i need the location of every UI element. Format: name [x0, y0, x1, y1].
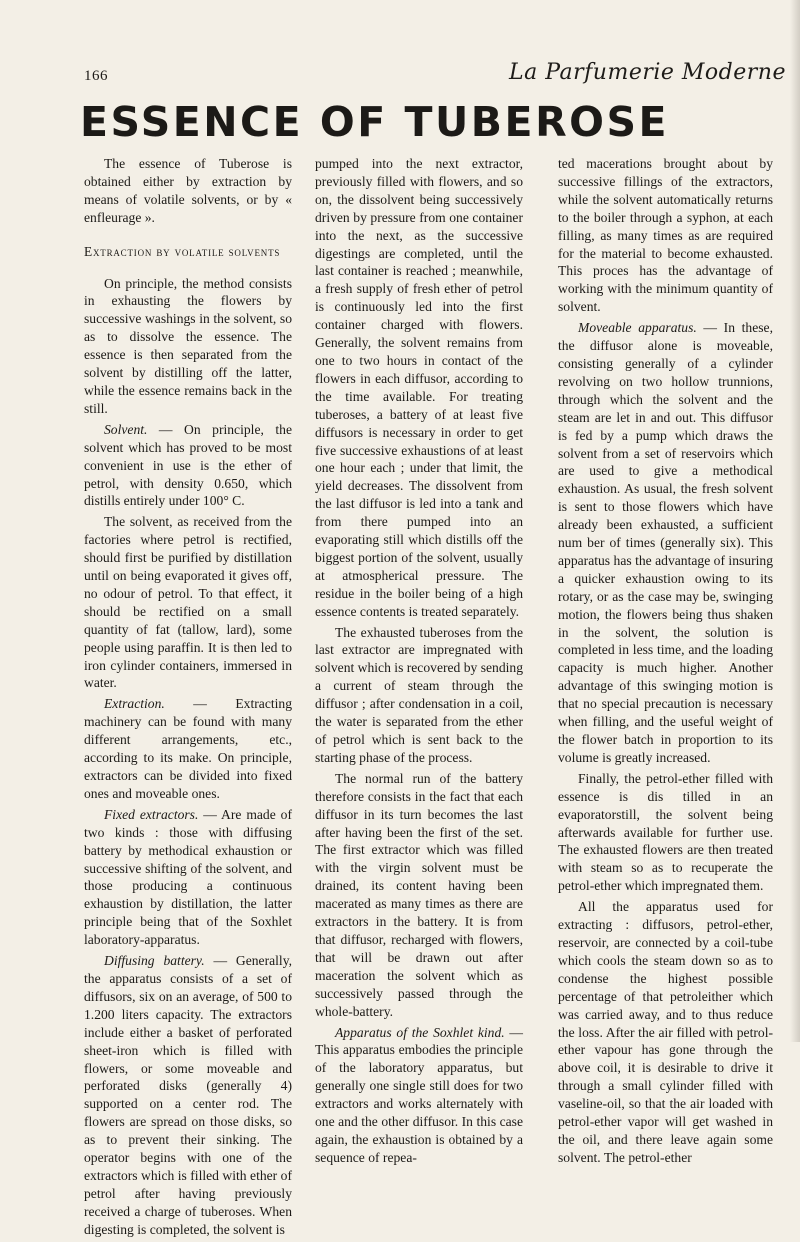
page-number: 166 [84, 68, 108, 84]
article-title: ESSENCE OF TUBEROSE [80, 98, 670, 146]
paragraph [84, 421, 292, 511]
running-head: La Parfumerie Moderne [508, 60, 786, 85]
paragraph-lead: Diffusing battery. [104, 953, 205, 969]
text-column-3 [558, 155, 773, 1170]
paragraph-body: — Are made of two kinds : those with diffusing battery by methodical exhaustion or successive shifting of the solvent, and those producing a continuous exhaustion by distillation, the latter principle being that of the Soxhlet laboratory-apparatus. [84, 806, 292, 948]
paragraph: The essence of Tuberose is obtained either by extraction by means of volatile solvents, or by « enfleurage ». [84, 156, 292, 225]
paragraph-lead: Apparatus of the Soxhlet kind. [335, 1024, 505, 1040]
section-heading: Extraction by volatile solvents [84, 243, 281, 259]
text-column-1 [84, 155, 292, 1242]
paragraph: ted macerations brought about by successive fillings of the extractors, while the solvent automatically returns to the boiler through a syphon, at each filling, as many times as are required for the material to become exhausted. This proces has the advantage of working with the minimum quantity of solvent. [558, 156, 773, 315]
paragraph-lead: Extraction. [104, 696, 165, 712]
paragraph-body: — On principle, the solvent which has proved to be most convenient in use is the ether of petrol, with density 0.650, which distills entirely under 100° C. [84, 421, 292, 509]
paragraph-lead: Moveable apparatus. [578, 320, 697, 336]
paragraph [315, 1024, 523, 1167]
paragraph [84, 695, 292, 802]
paragraph: Finally, the petrol-ether filled with essence is dis tilled in an evaporatorstill, the solvent being afterwards available for further use. The exhausted flowers are then treated with steam so as to recuperate the petrol-ether which impregnated them. [558, 770, 773, 894]
paragraph-body: — Generally, the apparatus consists of a set of diffusors, six on an average, of 500 to 1.200 liters capacity. The extractors include either a basket of perforated sheet-iron which is filled with flowers, or some moveable and perforated disks (generally 4) supported on a center rod. The flowers are spread on those disks, so as to prevent their sinking. The operator begins with one of the extractors which is filled with ether of petrol after having previously received a charge of tuberoses. When digesting is completed, the solvent is [84, 953, 293, 1237]
paragraph-body: — In these, the diffusor alone is moveable, consisting generally of a cylinder revolving on two hollow trunnions, through which the solvent and the steam are let in and out. This diffusor is fed by a pump which draws the solvent from a set of reservoirs which are used to give a methodical exhaustion. As usual, the fresh solvent is sent to those flowers which have already been exhausted, a sufficient num ber of times (generally six). This apparatus has the advantage of insuring a quicker exhaustion owing to its rotary, or as the case may be, swinging motion, the flowers being thus shaken in the solvent, the solution is completed in less time, and the loading capacity is much higher. Another advantage of this swinging motion is that no special precaution is necessary when filling, and the useful weight of the flower batch in proportion to its volume is greatly increased. [558, 320, 773, 765]
paragraph-lead: Solvent. [104, 421, 148, 437]
text-column-2 [315, 155, 523, 1170]
paragraph: The normal run of the battery therefore consists in the fact that each diffusor in its turn becomes the last after having been the first of the set. The first extractor which was filled with the virgin solvent must be drained, its content having been macerated as many times as there are extractors in the battery. It is from that diffusor, recharged with flowers, that will be drawn out after maceration the solvent which as successively passed through the whole-battery. [315, 770, 523, 1019]
paragraph: The exhausted tuberoses from the last extractor are impregnated with solvent which is recovered by sending a current of steam through the diffusor ; after condensation in a coil, the water is separated from the ether of petrol which is sent back to the starting phase of the process. [315, 624, 524, 765]
paragraph: The solvent, as received from the factories where petrol is rectified, should first be purified by distillation until on being evaporated it gives off, no odour of petrol. To that effect, it should be rectified on a small quantity of fat (tallow, lard), some people using paraffin. It is then led to iron cylinder containers, immersed in water. [84, 514, 292, 691]
page-edge-shadow [790, 0, 800, 1042]
paragraph [84, 952, 292, 1239]
paragraph [558, 319, 773, 767]
paragraph: All the apparatus used for extracting : diffusors, petrol-ether, reservoir, are connected by a coil-tube which cools the steam down so as to condense the highest possible percentage of that petroleither which was carried away, and to thus reduce the loss. After the air filled with petrol-ether vapour has gone through the above coil, it is desirable to drive it through a small cylinder filled with vaseline-oil, so that the air loaded with petrol-ether vapor will get washed in the oil, and there leave again some solvent. The petrol-ether [558, 899, 773, 1165]
paragraph: pumped into the next extractor, previously filled with flowers, and so on, the dissolvent being successively driven by pressure from one container into the next, as the successive digestings are completed, until the last container is reached ; meanwhile, a fresh supply of fresh ether of petrol is continuously led into the first container charged with flowers. Generally, the solvent remains from one to two hours in contact of the flowers in each diffusor, according to the time available. For treating tuberoses, a battery of at least five diffusors is necessary in order to get five successive exhaustions of at least one hour each ; under that limit, the yield decreases. The dissolvent from the last diffusor is led into a tank and from there pumped into an evaporating still which distills off the biggest portion of the solvent, usually at atmospherical pressure. The residue in the boiler being of a high essence contents is treated separately. [315, 156, 523, 619]
paragraph-body: — This apparatus embodies the principle of the laboratory apparatus, but generally one single still does for two extractors and works alternately with one and the other diffusor. In this case again, the exhaustion is obtained by a sequence of repea- [315, 1024, 524, 1165]
paragraph: On principle, the method consists in exhausting the flowers by successive washings in the solvent, so as to dissolve the essence. The essence is then separated from the solvent by distilling off the latter, while the essence remains back in the still. [84, 275, 292, 416]
paragraph-body: — Extracting machinery can be found with many different arrangements, etc., according to its make. On principle, extractors can be divided into fixed ones and moveable ones. [84, 696, 292, 801]
paragraph [84, 806, 292, 949]
paragraph-lead: Fixed extractors. [104, 806, 199, 822]
